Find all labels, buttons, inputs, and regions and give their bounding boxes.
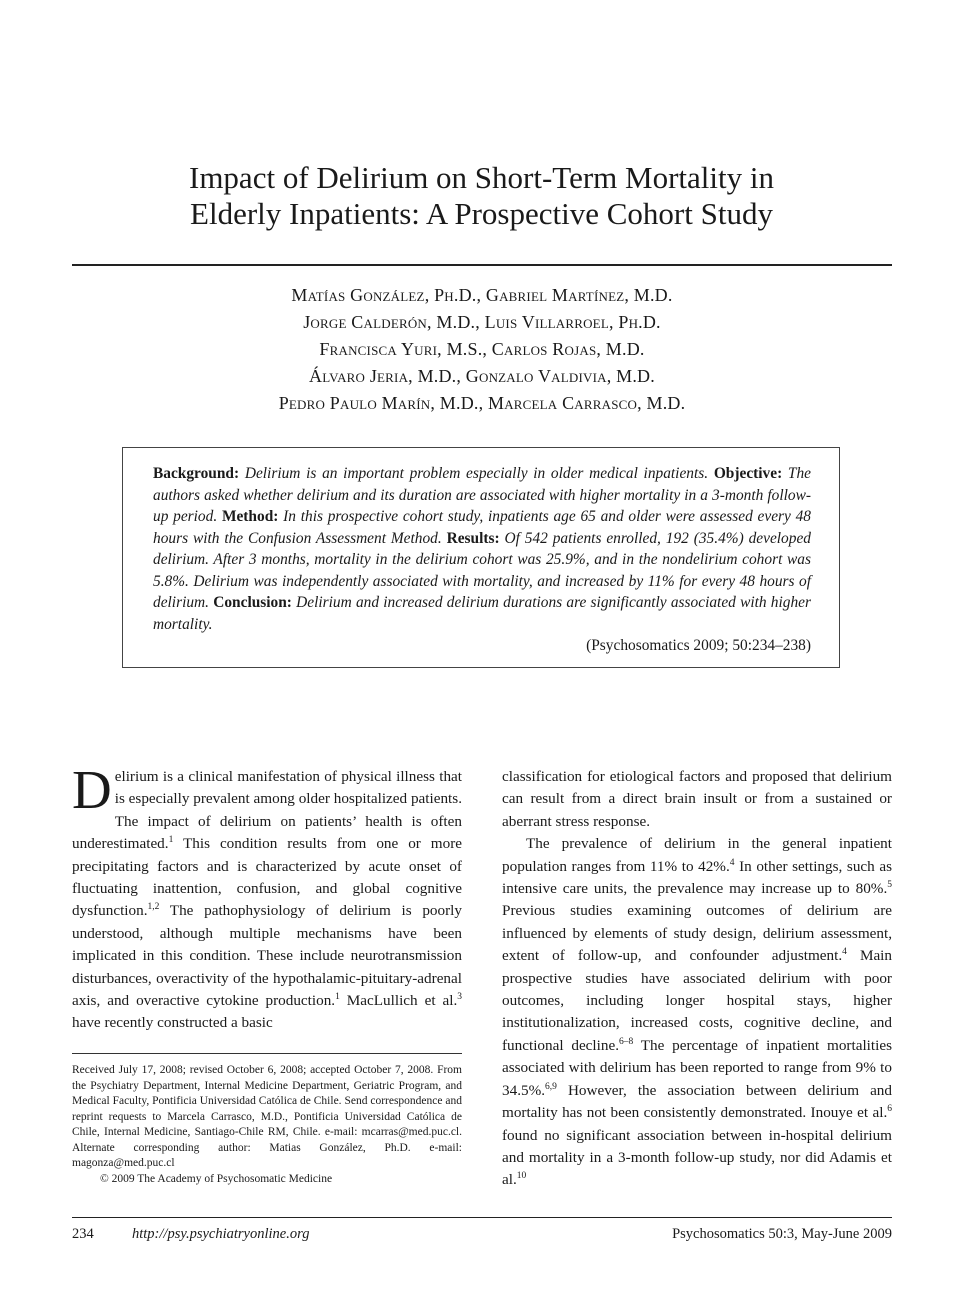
- body-column-right: [502, 766, 892, 1192]
- author-line: Álvaro Jeria, M.D., Gonzalo Valdivia, M.D.: [309, 366, 655, 386]
- footnote-divider: [72, 1053, 462, 1054]
- objective-text: The authors asked whether delirium and its duration are associated with higher mortality in a 3-month follow-up period.: [153, 465, 812, 525]
- body-text: In other settings, such as intensive care units, the prevalence may increase up to 80%.: [502, 857, 892, 898]
- footer-divider: [72, 1217, 892, 1218]
- body-text: have recently constructed a basic: [72, 1014, 273, 1032]
- abstract-citation: (Psychosomatics 2009; 50:234–238): [586, 637, 811, 654]
- body-text: However, the association between delirium and mortality has not been consistently demonstrated. Inouye et al.: [502, 1081, 892, 1122]
- title-line-1: Impact of Delirium on Short-Term Mortality in: [189, 160, 774, 195]
- body-paragraph: [502, 833, 892, 1192]
- citation-ref: 6–8: [619, 1036, 634, 1047]
- body-column-left: [72, 759, 462, 1035]
- citation-ref: 5: [887, 880, 892, 891]
- body-text: elirium is a clinical manifestation of physical illness that is especially prevalent among older hospitalized patients. The impact of delirium on patients’ health is often underestimated.: [72, 768, 462, 853]
- abstract-text: [153, 463, 811, 635]
- citation-ref: 3: [457, 992, 462, 1003]
- footnote-text: Received July 17, 2008; revised October 6, 2008; accepted October 7, 2008. From the Psychiatry Department, Internal Medicine Department, Geriatric Program, and Medical Faculty, Pontificia Universidad Católica de Chile. Send correspondence and reprint requests to Marcela Carrasco, M.D., Pontificia Universidad Católica de Chile, Internal Medicine, Santiago-Chile RM, Chile. e-mail: mcarras@med.puc.cl. Alternate corresponding author: Matias González, Ph.D. e-mail: magonza@med.puc.cl: [72, 1064, 462, 1169]
- results-label: Results:: [446, 529, 500, 547]
- citation-ref: 1: [168, 835, 174, 846]
- citation-ref: 4: [842, 947, 847, 958]
- drop-cap: D: [72, 759, 112, 820]
- citation-ref: 1: [335, 992, 340, 1003]
- journal-url-link[interactable]: http://psy.psychiatryonline.org: [132, 1226, 310, 1242]
- results-text: Of 542 patients enrolled, 192 (35.4%) developed delirium. After 3 months, mortality in the delirium cohort was 25.9%, and in the nondelirium cohort was 5.8%. Delirium was independently associated with mortality, and increased by 11% for every 48 hours of delirium.: [153, 529, 811, 611]
- body-text: This condition results from one or more precipitating factors and is characterized by acute onset of fluctuating inattention, confusion, and global cognitive dysfunction.: [72, 835, 462, 920]
- body-text: MacLullich et al.: [339, 992, 458, 1010]
- background-text: Delirium is an important problem especially in older medical inpatients.: [244, 465, 709, 482]
- citation-ref: 1,2: [147, 902, 160, 913]
- objective-label: Objective:: [713, 465, 783, 482]
- citation-ref: 6,9: [545, 1081, 557, 1092]
- method-label: Method:: [221, 508, 279, 525]
- copyright-notice: © 2009 The Academy of Psychosomatic Medicine: [100, 1172, 333, 1185]
- body-text: The percentage of inpatient mortalities associated with delirium has been reported to range from 9% to 34.5%.: [502, 1036, 892, 1099]
- body-paragraph: classification for etiological factors and proposed that delirium can result from a direct brain insult or from a sustained or aberrant stress response.: [502, 768, 892, 830]
- conclusion-text: Delirium and increased delirium durations are significantly associated with higher mortality.: [153, 594, 811, 633]
- page-number: 234: [72, 1226, 94, 1242]
- footnote: [72, 1063, 462, 1187]
- author-line: Jorge Calderón, M.D., Luis Villarroel, Ph.D.: [303, 312, 661, 332]
- author-line: Francisca Yuri, M.S., Carlos Rojas, M.D.: [319, 339, 645, 359]
- conclusion-label: Conclusion:: [213, 594, 292, 611]
- citation-ref: 4: [729, 857, 735, 868]
- body-text: The pathophysiology of delirium is poorly understood, although multiple mechanisms have been implicated in this condition. These include neurotransmission disturbances, overactivity of the hypothalamic-pituitary-adrenal axis, and overactive cytokine production.: [72, 902, 462, 1010]
- intro-paragraph: [72, 759, 462, 1035]
- citation-ref: 10: [516, 1171, 527, 1182]
- body-text: found no significant association between in-hospital delirium and mortality in a 3-month follow-up study, nor did Adamis et al.: [502, 1126, 892, 1189]
- body-text: The prevalence of delirium in the general inpatient population ranges from 11% to 42%.: [502, 835, 892, 875]
- citation-ref: 6: [887, 1104, 892, 1115]
- author-line: Pedro Paulo Marín, M.D., Marcela Carrasco, M.D.: [278, 393, 686, 413]
- title-line-2: Elderly Inpatients: A Prospective Cohort Study: [190, 196, 773, 231]
- author-list: [72, 282, 892, 417]
- title-divider: [72, 264, 892, 266]
- method-text: In this prospective cohort study, inpatients age 65 and older were assessed every 48 hours with the Confusion Assessment Method.: [153, 508, 811, 547]
- journal-issue: Psychosomatics 50:3, May-June 2009: [672, 1226, 892, 1242]
- article-title: [60, 160, 903, 232]
- body-text: Previous studies examining outcomes of delirium are influenced by elements of study design, delirium assessment, extent of follow-up, and confounder adjustment.: [502, 902, 892, 965]
- body-text: Main prospective studies have associated delirium with poor outcomes, including longer hospital stays, higher institutionalization, increased costs, cognitive decline, and functional decline.: [502, 947, 892, 1054]
- background-label: Background:: [153, 465, 240, 482]
- author-line: Matías González, Ph.D., Gabriel Martínez, M.D.: [291, 285, 673, 305]
- abstract-box: [122, 447, 840, 668]
